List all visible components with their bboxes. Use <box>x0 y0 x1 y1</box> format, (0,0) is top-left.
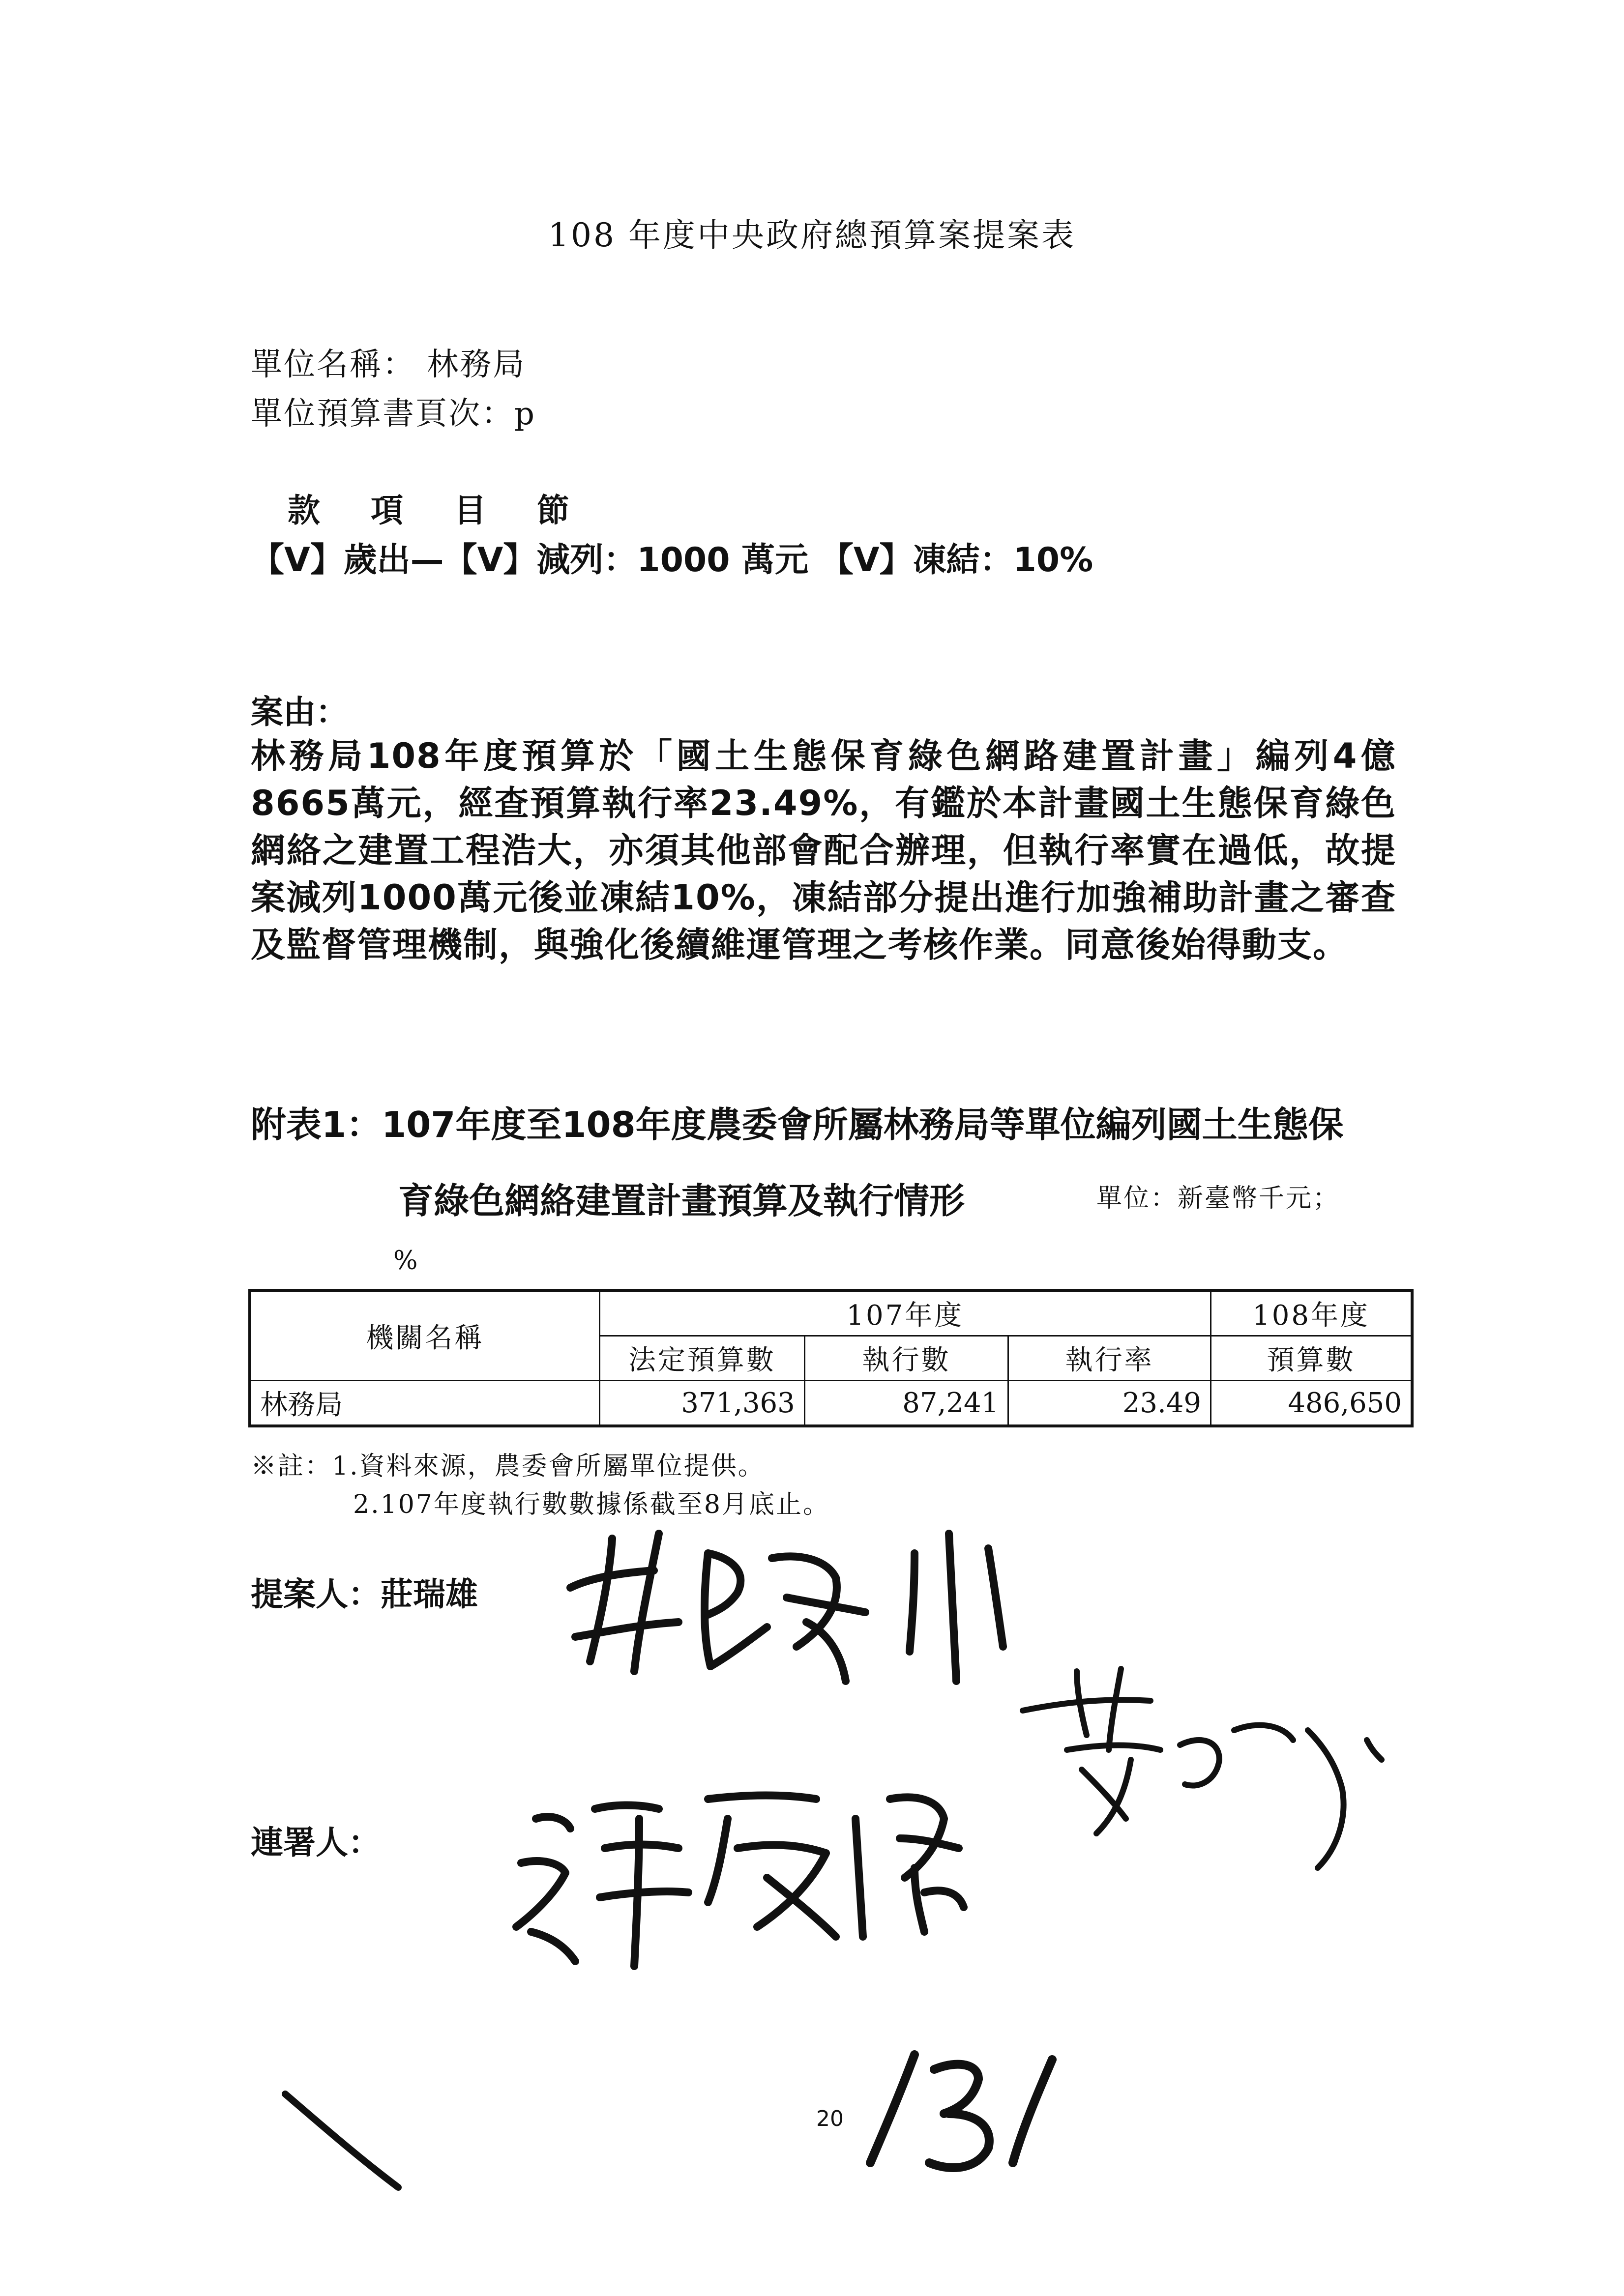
unit-name-line: 單位名稱： 林務局 <box>251 347 526 383</box>
table-header-year107: 107年度 <box>599 1290 1211 1336</box>
cosigner-signature-2 <box>1023 1669 1382 1868</box>
proposer-label: 提案人：莊瑞雄 <box>251 1575 478 1613</box>
appendix-unit-note-cont: % <box>393 1246 418 1276</box>
table-note-2: 2.107年度執行數數據係截至8月底止。 <box>353 1490 830 1519</box>
handwritten-page-number <box>870 2055 1052 2168</box>
table-col-legal-budget: 法定預算數 <box>599 1336 804 1381</box>
table-col-executed: 執行數 <box>804 1336 1008 1381</box>
appendix-title-line1: 附表1：107年度至108年度農委會所屬林務局等單位編列國土生態保 <box>251 1104 1344 1145</box>
reason-body: 林務局108年度預算於「國土生態保育綠色網路建置計畫」編列4億8665萬元，經查預算執行率23.49%，有鑑於本計畫國土生態保育綠色網絡之建置工程浩大，亦須其他部會配合辦理，但執行率實在過低，故提案減列1000萬元後並凍結10%，凍結部分提出進行加強補助計畫之審查及監督管理機制，與強化後續維運管理之考核作業。同意後始得動支。 <box>251 736 1396 965</box>
budget-items-heading: 款 項 目 節 <box>288 492 589 529</box>
table-header-year108: 108年度 <box>1211 1290 1412 1336</box>
table-cell-exec-rate: 23.49 <box>1008 1381 1211 1426</box>
table-cell-agency: 林務局 <box>250 1381 599 1426</box>
table-cell-legal-budget: 371,363 <box>599 1381 804 1426</box>
table-header-agency: 機關名稱 <box>250 1290 599 1381</box>
budget-flags-line: 【V】歲出—【V】減列：1000 萬元 【V】凍結：10% <box>251 541 1093 580</box>
table-cell-budget108: 486,650 <box>1211 1381 1412 1426</box>
table-note-1: ※註：1.資料來源，農委會所屬單位提供。 <box>251 1452 765 1481</box>
table-col-exec-rate: 執行率 <box>1008 1336 1211 1381</box>
unit-page-line: 單位預算書頁次：p <box>251 396 536 432</box>
page-number: 20 <box>816 2106 844 2131</box>
check-slash-mark <box>285 2094 398 2187</box>
page-title: 108 年度中央政府總預算案提案表 <box>548 216 1076 254</box>
reason-heading: 案由： <box>251 693 348 731</box>
proposer-signature <box>570 1534 1003 1681</box>
cosigner-label: 連署人： <box>251 1824 381 1861</box>
appendix-title-line2: 育綠色網絡建置計畫預算及執行情形 <box>398 1180 965 1221</box>
table-col-budget: 預算數 <box>1211 1336 1412 1381</box>
appendix-unit-note: 單位：新臺幣千元； <box>1096 1184 1340 1213</box>
cosigner-signature-1 <box>516 1796 964 1967</box>
table-cell-executed: 87,241 <box>804 1381 1008 1426</box>
